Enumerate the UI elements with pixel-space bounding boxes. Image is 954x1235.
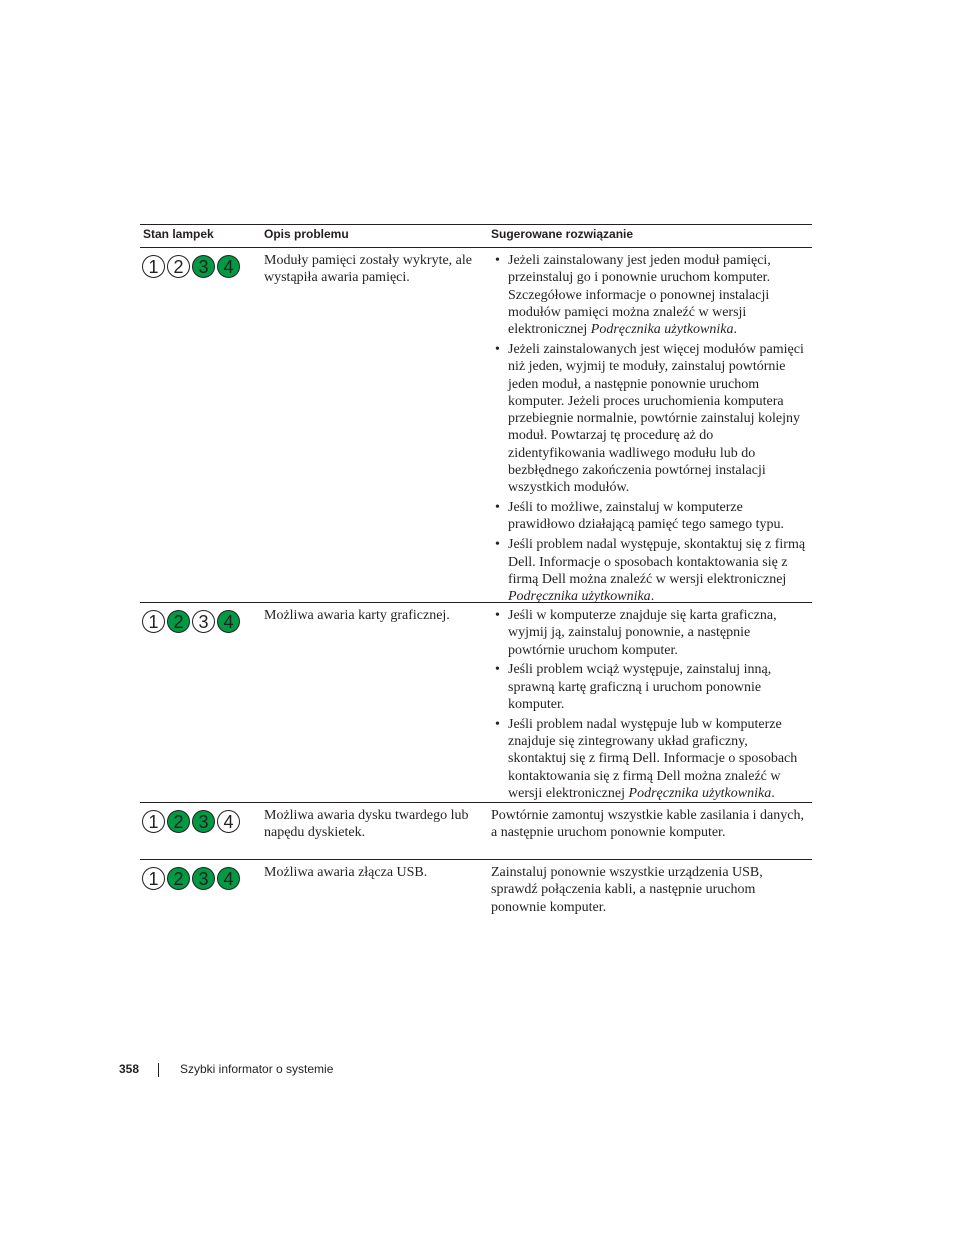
solution-bullet: • Jeśli problem nadal występuje lub w komputerze znajduje się zintegrowany układ graficzny, skontaktuj się z firmą Dell. Informacje o sposobach kontaktowania się z firmą Dell można znaleźć w wersji elektronicznej Podręcznika użytkownika.	[491, 716, 809, 802]
diagnostic-light-1-icon: 1	[142, 810, 165, 833]
footer-divider	[158, 1063, 159, 1077]
diagnostic-light-3-icon: 3	[192, 867, 215, 890]
diagnostic-light-4-icon: 4	[217, 867, 240, 890]
table-header	[140, 224, 812, 248]
table-row	[140, 603, 812, 803]
problem-description: Możliwa awaria karty graficznej.	[264, 608, 450, 623]
solution-bullet: • Jeśli problem nadal występuje, skontaktuj się z firmą Dell. Informacje o sposobach kontaktowania się z firmą Dell można znaleźć w wersji elektronicznej Podręcznika użytkownika.	[491, 536, 809, 605]
manual-reference: Podręcznika użytkownika	[508, 589, 651, 605]
diagnostic-light-1-icon: 1	[142, 255, 165, 278]
solution-bullet: • Jeżeli zainstalowany jest jeden moduł pamięci, przeinstaluj go i ponownie uruchom komputer. Szczegółowe informacje o ponownej instalacji modułów pamięci można znaleźć w wersji elektronicznej Podręcznika użytkownika.	[491, 252, 809, 338]
diagnostic-lights	[142, 610, 240, 633]
manual-reference: Podręcznika użytkownika	[628, 785, 772, 801]
diagnostic-lights	[142, 255, 240, 278]
footer-title: Szybki informator o systemie	[180, 1062, 334, 1076]
problem-description: Możliwa awaria złącza USB.	[264, 865, 428, 880]
diagnostic-light-3-icon: 3	[192, 610, 215, 633]
diagnostic-lights	[142, 810, 240, 833]
suggested-solution	[491, 607, 809, 805]
suggested-solution: Powtórnie zamontuj wszystkie kable zasilania i danych, a następnie uruchom ponownie komputer.	[491, 808, 804, 841]
solution-bullet: • Jeśli w komputerze znajduje się karta graficzna, wyjmij ją, zainstaluj ponownie, a następnie powtórnie uruchom komputer.	[491, 607, 809, 659]
diagnostic-light-3-icon: 3	[192, 810, 215, 833]
problem-description: Możliwa awaria dysku twardego lub napędu dyskietek.	[264, 808, 469, 841]
table-row	[140, 803, 812, 860]
diagnostic-lights-table	[140, 224, 812, 920]
diagnostic-light-2-icon: 2	[167, 810, 190, 833]
diagnostic-light-2-icon: 2	[167, 610, 190, 633]
solution-bullet: • Jeśli problem wciąż występuje, zainstaluj inną, sprawną kartę graficzną i uruchom ponownie komputer.	[491, 661, 809, 713]
solution-bullet: • Jeśli to możliwe, zainstaluj w komputerze prawidłowo działającą pamięć tego samego typu.	[491, 499, 809, 534]
diagnostic-light-1-icon: 1	[142, 610, 165, 633]
solution-bullet: • Jeżeli zainstalowanych jest więcej modułów pamięci niż jeden, wyjmij te moduły, zainstaluj powtórnie jeden moduł, a następnie ponownie uruchom komputer. Jeżeli proces uruchomienia komputera przebiegnie normalnie, powtórnie zainstaluj kolejny moduł. Powtarzaj tę procedurę aż do zidentyfikowania wadliwego modułu lub do bezbłędnego zakończenia powtórnej instalacji wszystkich modułów.	[491, 341, 809, 497]
diagnostic-light-2-icon: 2	[167, 867, 190, 890]
suggested-solution	[491, 252, 809, 608]
header-problem-description: Opis problemu	[264, 227, 349, 241]
diagnostic-light-4-icon: 4	[217, 255, 240, 278]
suggested-solution: Zainstaluj ponownie wszystkie urządzenia USB, sprawdź połączenia kabli, a następnie uruchom ponownie komputer.	[491, 865, 763, 915]
table-row	[140, 248, 812, 603]
diagnostic-light-4-icon: 4	[217, 810, 240, 833]
manual-reference: Podręcznika użytkownika	[590, 322, 734, 338]
diagnostic-light-4-icon: 4	[217, 610, 240, 633]
diagnostic-light-3-icon: 3	[192, 255, 215, 278]
table-row	[140, 860, 812, 920]
page-number: 358	[119, 1062, 140, 1076]
problem-description: Moduły pamięci zostały wykryte, ale wystąpiła awaria pamięci.	[264, 253, 472, 286]
header-light-status: Stan lampek	[143, 227, 214, 241]
diagnostic-lights	[142, 867, 240, 890]
diagnostic-light-2-icon: 2	[167, 255, 190, 278]
diagnostic-light-1-icon: 1	[142, 867, 165, 890]
header-suggested-solution: Sugerowane rozwiązanie	[491, 227, 634, 241]
